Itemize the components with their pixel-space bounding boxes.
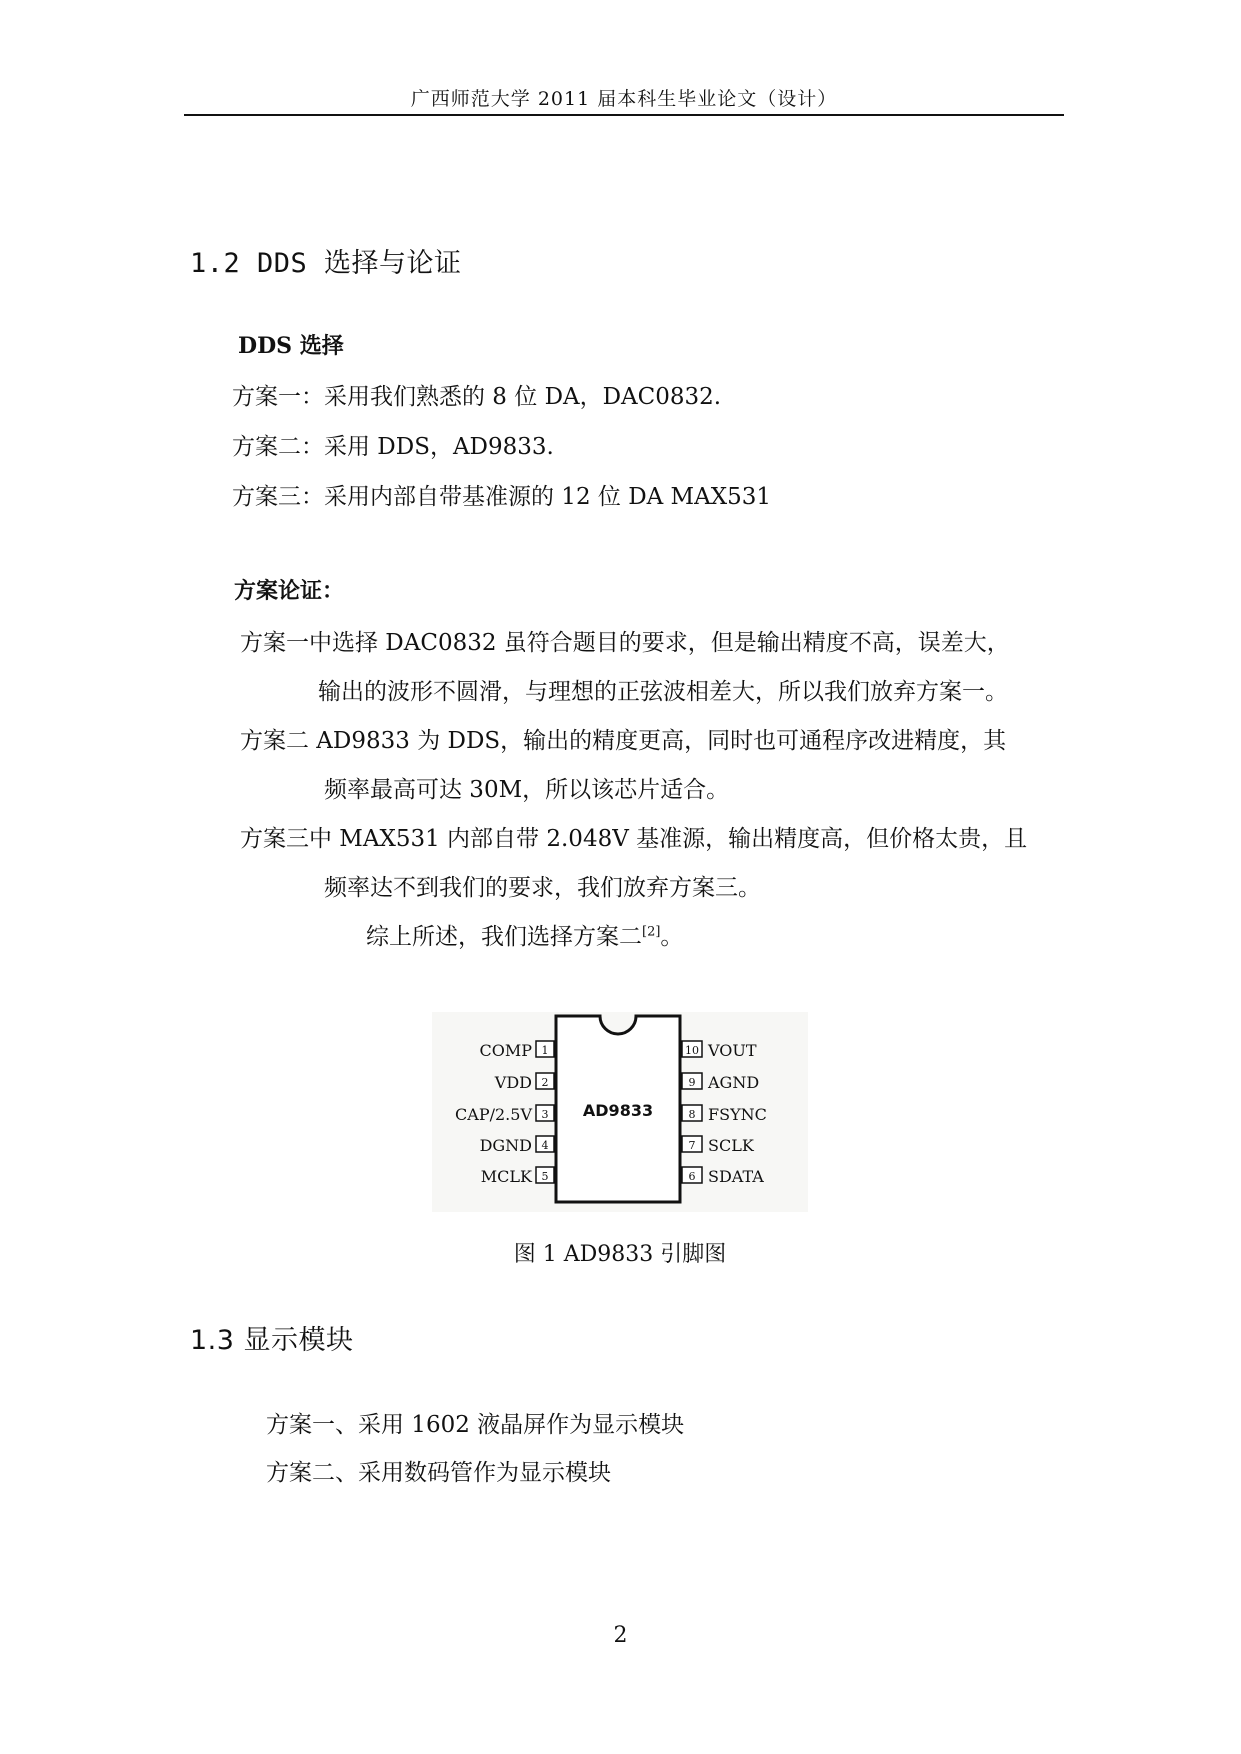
pin-label: DGND <box>479 1136 532 1155</box>
pin-number: 7 <box>688 1139 696 1152</box>
scheme-item-1: 方案一：采用我们熟悉的 8 位 DA，DAC0832. <box>232 384 722 410</box>
pin-number: 8 <box>688 1108 696 1121</box>
ad9833-pinout-figure <box>432 1012 808 1212</box>
section-heading-1-2: 1.2 DDS 选择与论证 <box>190 248 462 279</box>
display-option-2: 方案二、采用数码管作为显示模块 <box>266 1460 611 1486</box>
conclusion-end: 。 <box>660 924 684 950</box>
citation-ref: [2] <box>642 924 661 940</box>
display-option-1: 方案一、采用 1602 液晶屏作为显示模块 <box>266 1412 685 1438</box>
figure-caption: 图 1 AD9833 引脚图 <box>513 1242 727 1267</box>
pin-label: AGND <box>708 1073 760 1092</box>
scheme-item-2: 方案二：采用 DDS，AD9833. <box>232 434 554 460</box>
argument-line-4: 频率最高可达 30M，所以该芯片适合。 <box>324 777 730 803</box>
pin-number: 6 <box>688 1170 696 1183</box>
pin-number: 5 <box>541 1170 549 1183</box>
section-heading-1-3: 1.3 显示模块 <box>190 1325 354 1356</box>
page-number: 2 <box>613 1623 628 1648</box>
pin-label: VDD <box>494 1073 532 1092</box>
header-divider <box>184 114 1064 116</box>
page-header: 广西师范大学 2011 届本科生毕业论文（设计） <box>410 88 838 110</box>
chip-label: AD9833 <box>582 1101 654 1120</box>
argument-line-5: 方案三中 MAX531 内部自带 2.048V 基准源，输出精度高，但价格太贵，且 <box>240 826 1028 852</box>
subheading-dds-select: DDS 选择 <box>238 333 344 359</box>
subheading-argument: 方案论证： <box>234 578 345 604</box>
pin-label: COMP <box>479 1041 532 1060</box>
pin-number: 1 <box>541 1044 549 1057</box>
argument-line-1: 方案一中选择 DAC0832 虽符合题目的要求，但是输出精度不高，误差大， <box>240 630 1010 656</box>
conclusion-line <box>366 918 683 951</box>
pin-label: CAP/2.5V <box>455 1105 532 1124</box>
pin-label: MCLK <box>480 1167 532 1186</box>
pin-number: 2 <box>541 1076 549 1089</box>
pin-label: FSYNC <box>708 1105 767 1124</box>
scheme-item-3: 方案三：采用内部自带基准源的 12 位 DA MAX531 <box>232 484 771 510</box>
conclusion-text: 综上所述，我们选择方案二 <box>366 924 642 950</box>
argument-line-6: 频率达不到我们的要求，我们放弃方案三。 <box>324 875 761 901</box>
pin-number: 10 <box>685 1044 699 1057</box>
argument-line-2: 输出的波形不圆滑，与理想的正弦波相差大，所以我们放弃方案一。 <box>318 679 1008 705</box>
chip-outline <box>432 1012 808 1212</box>
pin-label: VOUT <box>708 1041 757 1060</box>
pin-number: 9 <box>688 1076 696 1089</box>
pin-number: 3 <box>541 1108 549 1121</box>
pin-label: SCLK <box>708 1136 754 1155</box>
pin-label: SDATA <box>708 1167 764 1186</box>
pin-number: 4 <box>541 1139 549 1152</box>
argument-line-3: 方案二 AD9833 为 DDS，输出的精度更高，同时也可通程序改进精度，其 <box>240 728 1007 754</box>
